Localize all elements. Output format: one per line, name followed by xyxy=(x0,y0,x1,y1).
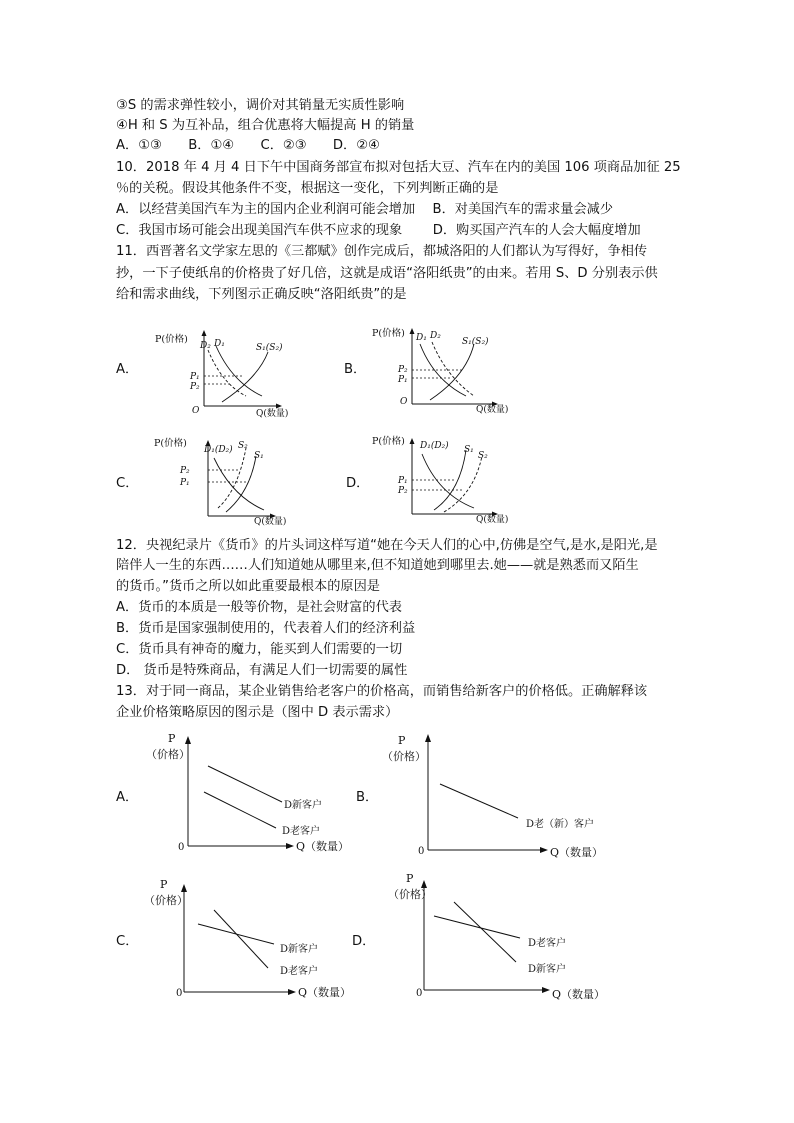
price-label: （价格） xyxy=(144,894,188,907)
p-axis-label: P(价格) xyxy=(372,436,405,447)
curve-label: D₂ xyxy=(430,331,441,341)
curve-label: D₁(D₂) xyxy=(204,445,233,455)
q-label: Q（数量） xyxy=(296,840,350,853)
q13-option-b-label: B． xyxy=(356,790,379,805)
q11-figure-c xyxy=(150,436,290,528)
curve-label: S₂ xyxy=(478,451,488,461)
q-label: Q（数量） xyxy=(298,986,352,999)
price-label: （价格） xyxy=(382,750,426,763)
price-label: P₁ xyxy=(190,372,200,382)
q11-option-d-label: D． xyxy=(346,476,370,491)
text-line: ③S 的需求弹性较小，调价对其销量无实质性影响 xyxy=(116,98,405,113)
q13-option-a-label: A． xyxy=(116,790,139,805)
option-line: C．货币具有神奇的魔力，能买到人们需要的一切 xyxy=(116,642,403,657)
zero-label: 0 xyxy=(416,988,423,999)
curve-label: S₁ xyxy=(464,445,474,455)
text-line: 陪伴人一生的东西……人们知道她从哪里来,但不知道她到哪里去.她——就是熟悉而又陌生 xyxy=(116,558,639,573)
price-label: P₁ xyxy=(398,375,408,385)
q11-option-b-label: B． xyxy=(344,362,367,377)
zero-label: 0 xyxy=(178,842,185,853)
q13-option-d-label: D． xyxy=(352,934,376,949)
curve-label: D老（新）客户 xyxy=(526,819,595,830)
curve-label: S₁ xyxy=(254,451,264,461)
question-10: 10．2018 年 4 月 4 日下午中国商务部宣布拟对包括大豆、汽车在内的美国 106 项商品加征 25 xyxy=(116,160,681,175)
text-line: ％的关税。假设其他条件不变，根据这一变化，下列判断正确的是 xyxy=(116,181,499,196)
curve-label: S₁(S₂) xyxy=(462,337,489,347)
p-label: P xyxy=(160,878,168,891)
origin-label: O xyxy=(192,406,200,416)
p-label: P xyxy=(168,732,176,745)
curve-label: D₁(D₂) xyxy=(420,441,449,451)
p-axis-label: P(价格) xyxy=(155,334,188,345)
p-label: P xyxy=(398,734,406,747)
price-label: P₂ xyxy=(398,486,408,496)
price-label: P₂ xyxy=(180,466,190,476)
curve-label: D₂ xyxy=(200,341,211,351)
q13-figure-a xyxy=(140,728,360,856)
q13-option-c-label: C． xyxy=(116,934,139,949)
curve-label: D新客户 xyxy=(280,944,319,955)
q-axis-label: Q(数量) xyxy=(254,517,287,527)
curve-label: D新客户 xyxy=(528,964,567,975)
zero-label: 0 xyxy=(418,846,425,857)
q13-figure-c xyxy=(140,872,360,1002)
option-line: B．货币是国家强制使用的，代表着人们的经济利益 xyxy=(116,621,416,636)
curve-label: D新客户 xyxy=(284,800,323,811)
zero-label: 0 xyxy=(176,988,183,999)
option-line: A．以经营美国汽车为主的国内企业利润可能会增加 B．对美国汽车的需求量会减少 xyxy=(116,202,614,217)
price-label: P₂ xyxy=(398,365,408,375)
curve-label: D老客户 xyxy=(280,966,319,977)
text-line: ④H 和 S 为互补品，组合优惠将大幅提高 H 的销量 xyxy=(116,118,415,133)
origin-label: O xyxy=(400,397,408,407)
q13-figure-d xyxy=(378,872,618,1008)
q-label: Q（数量） xyxy=(550,846,604,859)
p-axis-label: P(价格) xyxy=(372,328,405,339)
option-line: A．货币的本质是一般等价物，是社会财富的代表 xyxy=(116,600,402,615)
question-12: 12．央视纪录片《货币》的片头词这样写道“她在今天人们的心中,仿佛是空气,是水,是阳光,是 xyxy=(116,538,658,553)
q-label: Q（数量） xyxy=(552,988,606,1001)
q13-figure-b xyxy=(378,728,618,864)
answer-options: A．①③ B．①④ C．②③ D．②④ xyxy=(116,138,380,153)
p-axis-label: P(价格) xyxy=(154,438,187,449)
option-line: C．我国市场可能会出现美国汽车供不应求的现象 D．购买国产汽车的人会大幅度增加 xyxy=(116,223,641,238)
q-axis-label: Q(数量) xyxy=(256,409,289,418)
option-line: D． 货币是特殊商品，有满足人们一切需要的属性 xyxy=(116,663,408,678)
curve-label: S₂ xyxy=(238,441,248,451)
question-13: 13．对于同一商品，某企业销售给老客户的价格高，而销售给新客户的价格低。正确解释该 xyxy=(116,684,648,699)
curve-label: D₁ xyxy=(214,339,225,349)
price-label: （价格） xyxy=(388,888,432,901)
text-line: 给和需求曲线，下列图示正确反映“洛阳纸贵”的是 xyxy=(116,287,407,302)
curve-label: S₁(S₂) xyxy=(256,343,283,353)
curve-label: D老客户 xyxy=(528,938,567,949)
q11-figure-a xyxy=(150,326,290,418)
q11-option-c-label: C． xyxy=(116,476,139,491)
q11-figure-b xyxy=(370,324,510,416)
curve-label: D老客户 xyxy=(282,826,321,837)
q11-figure-d xyxy=(370,434,510,526)
question-11: 11．西晋著名文学家左思的《三都赋》创作完成后，都城洛阳的人们都认为写得好，争相传 xyxy=(116,244,648,259)
text-line: 的货币。”货币之所以如此重要最根本的原因是 xyxy=(116,579,380,594)
price-label: P₁ xyxy=(398,476,408,486)
price-label: P₂ xyxy=(190,382,200,392)
text-line: 抄，一下子使纸帛的价格贵了好几倍，这就是成语“洛阳纸贵”的由来。若用 S、D 分别表示供 xyxy=(116,266,658,281)
q-axis-label: Q(数量) xyxy=(476,405,509,415)
curve-label: D₁ xyxy=(416,333,427,343)
p-label: P xyxy=(406,872,414,885)
price-label: P₁ xyxy=(180,478,190,488)
price-label: （价格） xyxy=(146,748,190,761)
text-line: 企业价格策略原因的图示是（图中 D 表示需求） xyxy=(116,705,399,720)
q11-option-a-label: A． xyxy=(116,362,139,377)
q-axis-label: Q(数量) xyxy=(476,515,509,525)
